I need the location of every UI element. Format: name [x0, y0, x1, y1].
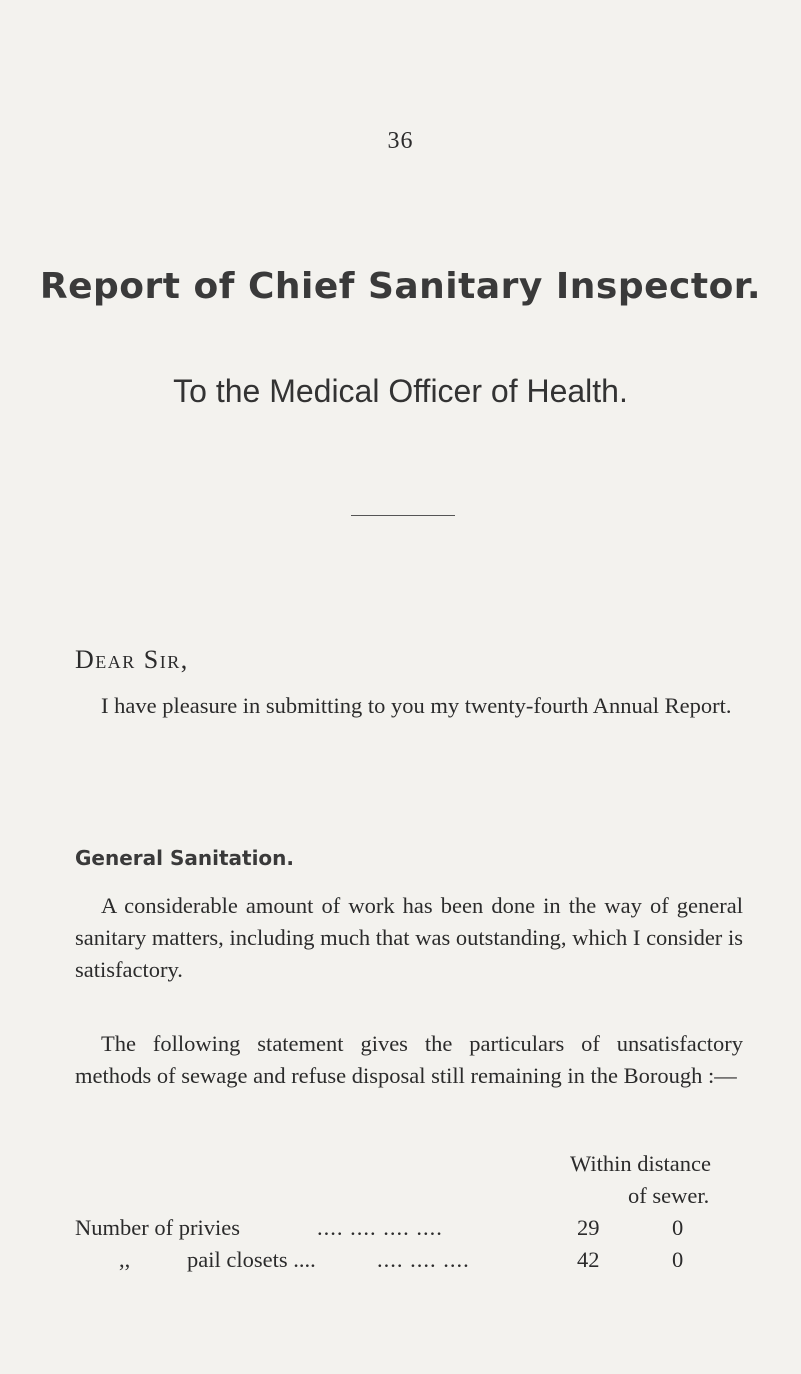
divider-rule: [351, 515, 455, 516]
page-number: 36: [387, 128, 414, 154]
section-paragraph-2-text: The following statement gives the particulars of unsatisfactory methods of sewage and refuse disposal still remaining in the Borough :—: [75, 1031, 743, 1088]
row-label: Number of privies: [75, 1215, 240, 1240]
row-label: pail closets ....: [187, 1247, 316, 1272]
column-header-line-1: Within distance: [570, 1151, 711, 1176]
row-within-distance: 0: [672, 1215, 684, 1240]
section-heading: General Sanitation.: [75, 846, 295, 870]
intro-paragraph-text: I have pleasure in submitting to you my twenty-fourth Annual Report.: [101, 693, 732, 718]
row-leader-dots: .... .... .... ....: [317, 1215, 443, 1240]
addressee-line: To the Medical Officer of Health.: [173, 373, 628, 409]
section-paragraph-2: [75, 1028, 743, 1092]
section-paragraph-1: [75, 890, 743, 986]
row-count: 29: [577, 1215, 600, 1240]
salutation: Dear Sir,: [75, 645, 189, 674]
report-title: Report of Chief Sanitary Inspector.: [39, 266, 762, 307]
section-paragraph-1-text: A considerable amount of work has been done in the way of general sanitary matters, including much that was outstanding, which I consider is satisfactory.: [75, 893, 743, 982]
row-ditto-mark: ,,: [119, 1247, 131, 1272]
row-count: 42: [577, 1247, 600, 1272]
column-header-line-2: of sewer.: [628, 1183, 710, 1208]
row-within-distance: 0: [672, 1247, 684, 1272]
row-leader-dots: .... .... ....: [377, 1247, 470, 1272]
intro-paragraph: [75, 690, 743, 722]
